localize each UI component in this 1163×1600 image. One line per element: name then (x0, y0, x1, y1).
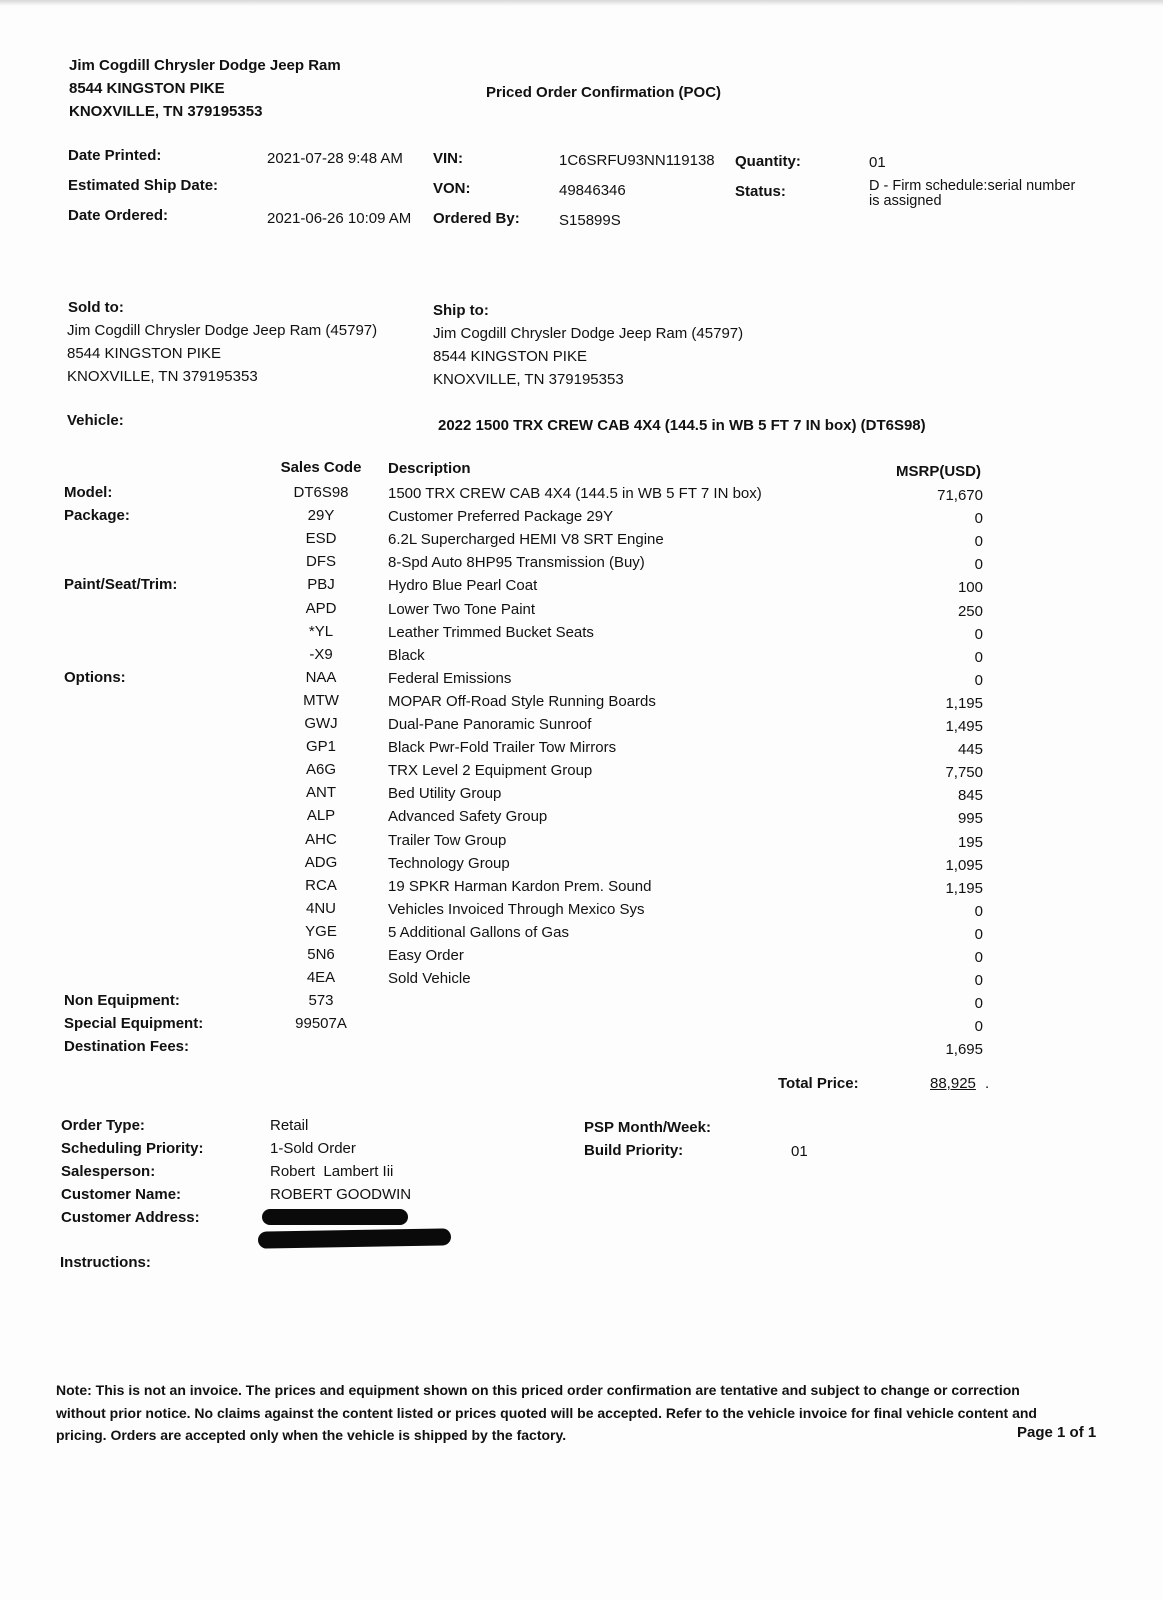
psp-month-week-label: PSP Month/Week: (584, 1119, 711, 1136)
row-msrp: 0 (974, 995, 983, 1012)
row-sales-code: 573 (308, 992, 334, 1009)
row-description: Technology Group (388, 855, 510, 872)
row-sales-code: DFS (306, 553, 336, 570)
date-ordered-value: 2021-06-26 10:09 AM (267, 210, 412, 227)
total-price-dot: . (985, 1075, 990, 1092)
row-description: Hydro Blue Pearl Coat (388, 577, 538, 594)
build-priority-value: 01 (791, 1143, 808, 1160)
row-msrp: 100 (957, 579, 983, 596)
row-sales-code: APD (305, 600, 337, 617)
row-sales-code: AHC (305, 831, 337, 848)
customer-name-value: ROBERT GOODWIN (270, 1186, 412, 1203)
row-msrp: 1,495 (945, 718, 983, 735)
row-msrp: 0 (974, 926, 983, 943)
row-sales-code: GWJ (304, 715, 338, 732)
row-description: Black Pwr-Fold Trailer Tow Mirrors (388, 739, 617, 756)
row-msrp: 71,670 (937, 487, 983, 504)
row-msrp: 1,195 (945, 880, 983, 897)
row-msrp: 445 (957, 741, 983, 758)
sold-to-line3: KNOXVILLE, TN 379195353 (67, 368, 258, 385)
row-sales-code: *YL (308, 623, 334, 640)
row-msrp: 1,095 (945, 857, 983, 874)
row-msrp: 1,695 (945, 1041, 983, 1058)
row-section-label: Non Equipment: (64, 992, 180, 1009)
row-msrp: 0 (974, 510, 983, 527)
row-msrp: 0 (974, 903, 983, 920)
ship-to-label: Ship to: (433, 302, 489, 319)
row-msrp: 0 (974, 1018, 983, 1035)
total-price-value: 88,925 (930, 1075, 976, 1092)
row-description: Easy Order (388, 947, 464, 964)
vehicle-value: 2022 1500 TRX CREW CAB 4X4 (144.5 in WB 5 FT 7 IN box) (DT6S98) (438, 417, 926, 434)
vin-label: VIN: (433, 150, 463, 167)
redaction-mark (262, 1209, 408, 1225)
dealer-name: Jim Cogdill Chrysler Dodge Jeep Ram (69, 57, 341, 74)
row-msrp: 0 (974, 626, 983, 643)
salesperson-label: Salesperson: (61, 1163, 156, 1180)
row-section-label: Special Equipment: (64, 1015, 204, 1032)
status-value-line1: D - Firm schedule:serial number (869, 178, 1076, 194)
row-sales-code: 29Y (307, 507, 335, 524)
sold-to-label: Sold to: (68, 299, 124, 316)
row-sales-code: ADG (304, 854, 338, 871)
row-msrp: 195 (957, 834, 983, 851)
date-ordered-label: Date Ordered: (68, 207, 169, 224)
total-price-label: Total Price: (778, 1075, 859, 1092)
row-description: MOPAR Off-Road Style Running Boards (388, 693, 656, 710)
row-section-label: Options: (64, 669, 126, 686)
customer-address-label: Customer Address: (61, 1209, 200, 1226)
row-section-label: Destination Fees: (64, 1038, 190, 1055)
quantity-label: Quantity: (735, 153, 801, 170)
row-description: Bed Utility Group (388, 785, 502, 802)
row-description: Customer Preferred Package 29Y (388, 508, 614, 525)
row-description: Trailer Tow Group (388, 832, 507, 849)
row-msrp: 250 (957, 603, 983, 620)
sold-to-line1: Jim Cogdill Chrysler Dodge Jeep Ram (45797) (67, 322, 378, 339)
vehicle-label: Vehicle: (67, 412, 124, 429)
row-sales-code: GP1 (305, 738, 336, 755)
row-sales-code: 4EA (306, 969, 336, 986)
customer-name-label: Customer Name: (61, 1186, 182, 1203)
row-description: Advanced Safety Group (388, 808, 548, 825)
build-priority-label: Build Priority: (584, 1142, 684, 1159)
row-msrp: 0 (974, 672, 983, 689)
row-sales-code: 99507A (295, 1015, 347, 1032)
row-sales-code: -X9 (309, 646, 333, 663)
row-description: Sold Vehicle (388, 970, 471, 987)
scan-edge (0, 0, 1163, 6)
col-msrp-header: MSRP(USD) (896, 463, 981, 480)
row-sales-code: NAA (305, 669, 337, 686)
scheduling-priority-label: Scheduling Priority: (61, 1140, 204, 1157)
von-value: 49846346 (559, 182, 626, 199)
row-sales-code: PBJ (307, 576, 335, 593)
status-value-line2: is assigned (869, 193, 942, 209)
row-sales-code: A6G (305, 761, 336, 778)
order-type-label: Order Type: (61, 1117, 145, 1134)
row-sales-code: 5N6 (307, 946, 335, 963)
scheduling-priority-value: 1-Sold Order (270, 1140, 356, 1157)
row-description: 1500 TRX CREW CAB 4X4 (144.5 in WB 5 FT 7 IN box) (388, 485, 762, 502)
ship-to-line3: KNOXVILLE, TN 379195353 (433, 371, 624, 388)
ship-to-line2: 8544 KINGSTON PIKE (433, 348, 587, 365)
disclaimer-note: Note: This is not an invoice. The prices and equipment shown on this priced order confirmation are tentative and subject to change or correction without prior notice. No claims against the content listed or prices quoted will be accepted. Refer to the vehicle invoice for final vehicle content and pricing. Orders are accepted only when the vehicle is shipped by the factory. (56, 1382, 1037, 1443)
row-msrp: 995 (957, 810, 983, 827)
row-description: Leather Trimmed Bucket Seats (388, 624, 594, 641)
ordered-by-label: Ordered By: (433, 210, 520, 227)
row-msrp: 1,195 (945, 695, 983, 712)
ordered-by-value: S15899S (559, 212, 621, 229)
col-description-header: Description (388, 460, 471, 477)
page-number: Page 1 of 1 (1017, 1424, 1097, 1441)
row-msrp: 845 (957, 787, 983, 804)
row-msrp: 7,750 (945, 764, 983, 781)
row-sales-code: 4NU (305, 900, 336, 917)
row-description: Lower Two Tone Paint (388, 601, 536, 618)
order-type-value: Retail (270, 1117, 309, 1134)
row-section-label: Model: (64, 484, 113, 501)
row-sales-code: RCA (305, 877, 337, 894)
row-sales-code: DT6S98 (293, 484, 349, 501)
row-section-label: Paint/Seat/Trim: (64, 576, 178, 593)
row-msrp: 0 (974, 649, 983, 666)
row-sales-code: ESD (305, 530, 337, 547)
row-sales-code: MTW (303, 692, 339, 709)
row-sales-code: ALP (306, 807, 336, 824)
quantity-value: 01 (869, 154, 886, 171)
ship-to-line1: Jim Cogdill Chrysler Dodge Jeep Ram (45797) (433, 325, 744, 342)
row-description: 8-Spd Auto 8HP95 Transmission (Buy) (388, 554, 645, 571)
status-label: Status: (735, 183, 786, 200)
von-label: VON: (433, 180, 471, 197)
date-printed-value: 2021-07-28 9:48 AM (267, 150, 403, 167)
vin-value: 1C6SRFU93NN119138 (559, 152, 715, 169)
salesperson-value: Robert Lambert Iii (270, 1163, 394, 1180)
row-description: 5 Additional Gallons of Gas (388, 924, 569, 941)
row-description: TRX Level 2 Equipment Group (388, 762, 593, 779)
row-msrp: 0 (974, 949, 983, 966)
est-ship-label: Estimated Ship Date: (68, 177, 219, 194)
row-description: 6.2L Supercharged HEMI V8 SRT Engine (388, 531, 664, 548)
instructions-label: Instructions: (60, 1254, 151, 1271)
dealer-street: 8544 KINGSTON PIKE (69, 80, 225, 97)
row-description: 19 SPKR Harman Kardon Prem. Sound (388, 878, 652, 895)
row-description: Federal Emissions (388, 670, 512, 687)
dealer-city: KNOXVILLE, TN 379195353 (69, 103, 263, 120)
sold-to-line2: 8544 KINGSTON PIKE (67, 345, 221, 362)
col-sales-code-header: Sales Code (280, 459, 362, 476)
row-description: Dual-Pane Panoramic Sunroof (388, 716, 592, 733)
row-sales-code: YGE (305, 923, 337, 940)
row-description: Black (388, 647, 425, 664)
redaction-mark (258, 1228, 451, 1248)
row-msrp: 0 (974, 556, 983, 573)
row-description: Vehicles Invoiced Through Mexico Sys (388, 901, 645, 918)
row-sales-code: ANT (306, 784, 336, 801)
date-printed-label: Date Printed: (68, 147, 162, 164)
row-msrp: 0 (974, 972, 983, 989)
row-section-label: Package: (64, 507, 130, 524)
row-msrp: 0 (974, 533, 983, 550)
page-title: Priced Order Confirmation (POC) (486, 84, 722, 101)
